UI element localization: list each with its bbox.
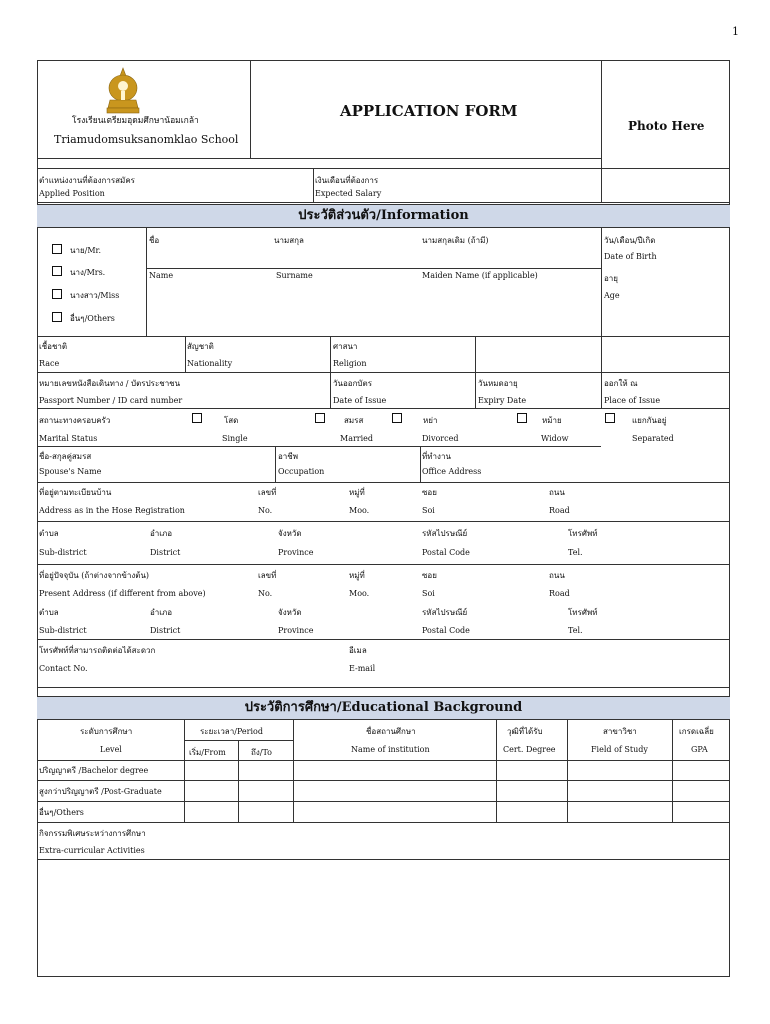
email-label: E-mail [349,664,376,673]
marital-widow-checkbox[interactable] [517,413,527,423]
home-postal-label-th: รหัสไปรษณีย์ [422,529,468,538]
present-district-label: District [150,626,181,635]
marital-divorced-checkbox[interactable] [392,413,402,423]
name-label-th: ชื่อ [149,236,160,245]
title-mr-checkbox[interactable] [52,244,62,254]
surname-label-th: นามสกุล [274,236,304,245]
name-input[interactable] [149,282,269,294]
applied-position-label: Applied Position [39,189,105,198]
present-address-label-th: ที่อยู่ปัจจุบัน (ถ้าต่างจากข้างต้น) [39,571,150,580]
applied-position-input[interactable] [160,186,310,198]
expected-salary-label-th: เงินเดือนที่ต้องการ [315,176,379,185]
home-province-label: Province [278,548,314,557]
contact-number-label: Contact No. [39,664,88,673]
present-road-label-th: ถนน [549,571,565,580]
title-others-label: อื่นๆ/Others [70,314,115,323]
home-road-label: Road [549,506,570,515]
home-subdistrict-label-th: ตำบล [39,529,59,538]
home-district-label-th: อำเภอ [150,529,173,538]
home-tel-label-th: โทรศัพท์ [568,529,598,538]
present-province-label: Province [278,626,314,635]
present-subdistrict-label-th: ตำบล [39,608,59,617]
expected-salary-input[interactable] [400,186,595,198]
edu-field-header-th: สาขาวิชา [603,727,637,736]
present-no-label-th: เลขที่ [258,571,277,580]
maiden-name-label-th: นามสกุลเดิม (ถ้ามี) [422,236,489,245]
surname-label: Surname [276,271,313,280]
edu-to-header: ถึง/To [251,748,272,757]
name-label: Name [149,271,174,280]
home-soi-label-th: ซอย [422,488,437,497]
maiden-name-input[interactable] [422,282,597,294]
home-no-label: No. [258,506,273,515]
home-district-label: District [150,548,181,557]
marital-widow-label-th: หม้าย [542,416,562,425]
photo-placeholder[interactable]: Photo Here [628,119,705,133]
edu-degree-header: Cert. Degree [503,745,556,754]
present-soi-label: Soi [422,589,435,598]
dob-label-th: วัน/เดือน/ปีเกิด [604,236,656,245]
email-input[interactable] [390,661,720,673]
edu-institution-header: Name of institution [351,745,430,754]
school-name-english: Triamudomsuksanomklao School [54,133,239,146]
edu-degree-header-th: วุฒิที่ได้รับ [507,727,543,736]
present-moo-label-th: หมู่ที่ [349,571,365,580]
occupation-label-th: อาชีพ [278,452,298,461]
home-road-label-th: ถนน [549,488,565,497]
contact-number-label-th: โทรศัพท์ที่สามารถติดต่อได้สะดวก [39,646,156,655]
school-logo-icon [104,66,142,116]
nationality-label: Nationality [187,359,233,368]
marital-status-label: Marital Status [39,434,98,443]
present-province-label-th: จังหวัด [278,608,302,617]
edu-row-others-label: อื่นๆ/Others [39,808,84,817]
marital-widow-label: Widow [541,434,569,443]
edu-from-header: เริ่ม/From [189,748,226,757]
form-title: APPLICATION FORM [340,102,518,120]
home-no-label-th: เลขที่ [258,488,277,497]
issue-date-label-th: วันออกบัตร [333,379,372,388]
expiry-date-label: Expiry Date [478,396,527,405]
home-address-label-th: ที่อยู่ตามทะเบียนบ้าน [39,488,112,497]
title-mrs-label: นาง/Mrs. [70,268,106,277]
marital-single-label: Single [222,434,248,443]
present-no-label: No. [258,589,273,598]
race-label-th: เชื้อชาติ [39,342,68,351]
marital-divorced-label-th: หย่า [423,416,438,425]
edu-level-header-th: ระดับการศึกษา [80,727,133,736]
present-road-label: Road [549,589,570,598]
maiden-name-label: Maiden Name (if applicable) [422,271,538,280]
edu-gpa-header-th: เกรดเฉลี่ย [679,727,714,736]
passport-label-th: หมายเลขหนังสือเดินทาง / บัตรประชาชน [39,379,181,388]
school-name-thai: โรงเรียนเตรียมอุดมศึกษาน้อมเกล้า [72,116,199,126]
marital-divorced-label: Divorced [422,434,459,443]
age-label: Age [604,291,620,300]
surname-input[interactable] [276,282,416,294]
home-province-label-th: จังหวัด [278,529,302,538]
present-tel-label-th: โทรศัพท์ [568,608,598,617]
home-soi-label: Soi [422,506,435,515]
title-miss-checkbox[interactable] [52,289,62,299]
contact-number-input[interactable] [170,661,340,673]
expected-salary-label: Expected Salary [315,189,382,198]
marital-separated-label: Separated [632,434,674,443]
marital-status-label-th: สถานะทางครอบครัว [39,416,111,425]
marital-married-label-th: สมรส [344,416,364,425]
title-mr-label: นาย/Mr. [70,246,102,255]
present-postal-label: Postal Code [422,626,470,635]
marital-separated-label-th: แยกกันอยู่ [632,416,667,425]
activities-input[interactable] [40,865,725,971]
title-miss-label: นางสาว/Miss [70,291,120,300]
nationality-label-th: สัญชาติ [187,342,214,351]
dob-label: Date of Birth [604,252,657,261]
activities-label-th: กิจกรรมพิเศษระหว่างการศึกษา [39,829,146,838]
edu-row-bachelor-label: ปริญญาตรี /Bachelor degree [39,766,149,775]
office-address-label-th: ที่ทำงาน [422,452,451,461]
home-moo-label: Moo. [349,506,370,515]
edu-level-header: Level [100,745,122,754]
present-moo-label: Moo. [349,589,370,598]
issue-place-label: Place of Issue [604,396,661,405]
present-district-label-th: อำเภอ [150,608,173,617]
religion-label: Religion [333,359,367,368]
marital-married-checkbox[interactable] [315,413,325,423]
marital-single-label-th: โสด [224,416,239,425]
spouse-name-label-th: ชื่อ-สกุลคู่สมรส [39,452,92,461]
present-tel-label: Tel. [568,626,583,635]
expiry-date-label-th: วันหมดอายุ [478,379,518,388]
edu-gpa-header: GPA [691,745,708,754]
present-postal-label-th: รหัสไปรษณีย์ [422,608,468,617]
edu-row-postgrad-label: สูงกว่าปริญญาตรี /Post-Graduate [39,787,162,796]
home-moo-label-th: หมู่ที่ [349,488,365,497]
education-section-header: ประวัติการศึกษา/Educational Background [37,696,730,720]
applied-position-label-th: ตำแหน่งงานที่ต้องการสมัคร [39,176,135,185]
age-label-th: อายุ [604,274,618,283]
present-address-label: Present Address (if different from above) [39,589,206,598]
home-tel-label: Tel. [568,548,583,557]
edu-period-header: ระยะเวลา/Period [200,727,263,736]
race-label: Race [39,359,60,368]
home-subdistrict-label: Sub-district [39,548,87,557]
edu-institution-header-th: ชื่อสถานศึกษา [366,727,416,736]
spouse-name-label: Spouse's Name [39,467,102,476]
home-postal-label: Postal Code [422,548,470,557]
marital-single-checkbox[interactable] [192,413,202,423]
issue-place-label-th: ออกให้ ณ [604,379,638,388]
information-section-header: ประวัติส่วนตัว/Information [37,204,730,228]
activities-label: Extra-curricular Activities [39,846,145,855]
title-others-checkbox[interactable] [52,312,62,322]
office-address-label: Office Address [422,467,482,476]
marital-separated-checkbox[interactable] [605,413,615,423]
edu-field-header: Field of Study [591,745,648,754]
home-address-label: Address as in the Hose Registration [39,506,185,515]
email-label-th: อีเมล [349,646,367,655]
passport-label: Passport Number / ID card number [39,396,183,405]
marital-married-label: Married [340,434,374,443]
religion-label-th: ศาสนา [333,342,358,351]
present-subdistrict-label: Sub-district [39,626,87,635]
occupation-label: Occupation [278,467,325,476]
page-number: 1 [732,25,739,38]
issue-date-label: Date of Issue [333,396,387,405]
title-mrs-checkbox[interactable] [52,266,62,276]
present-soi-label-th: ซอย [422,571,437,580]
